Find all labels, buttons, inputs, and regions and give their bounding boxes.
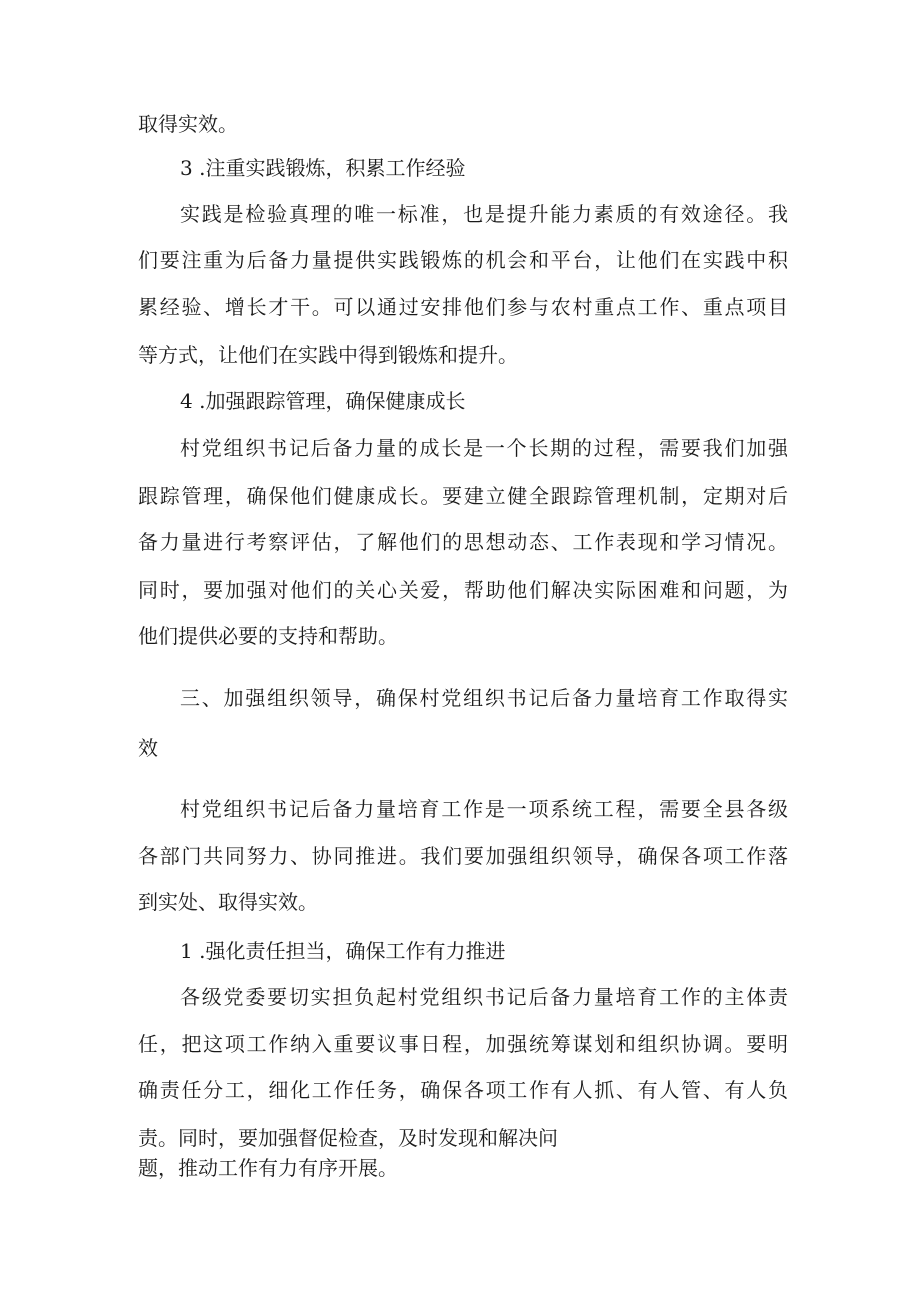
chapter-heading: 三、加强组织领导，确保村党组织书记后备力量培育工作取得实 — [180, 686, 788, 710]
text-line: 实践是检验真理的唯一标准，也是提升能力素质的有效途径。我 — [180, 202, 788, 226]
text-line: 村党组织书记后备力量的成长是一个长期的过程，需要我们加强 — [180, 436, 788, 460]
text-line: 责。同时，要加强督促检查，及时发现和解决问 — [138, 1126, 558, 1150]
text-line: 等方式，让他们在实践中得到锻炼和提升。 — [138, 343, 518, 367]
text-line: 累经验、增长才干。可以通过安排他们参与农村重点工作、重点项目 — [138, 295, 788, 319]
text-line: 跟踪管理，确保他们健康成长。要建立健全跟踪管理机制，定期对后 — [138, 484, 788, 508]
text-line: 同时，要加强对他们的关心关爱，帮助他们解决实际困难和问题，为 — [138, 578, 788, 602]
text-line: 任，把这项工作纳入重要议事日程，加强统筹谋划和组织协调。要明 — [138, 1032, 788, 1056]
text-line: 各部门共同努力、协同推进。我们要加强组织领导，确保各项工作落 — [138, 844, 788, 868]
text-line: 们要注重为后备力量提供实践锻炼的机会和平台，让他们在实践中积 — [138, 248, 788, 272]
text-line: 村党组织书记后备力量培育工作是一项系统工程，需要全县各级 — [180, 797, 788, 821]
text-line: 到实处、取得实效。 — [138, 890, 318, 914]
text-line: 取得实效。 — [138, 112, 238, 136]
text-line: 备力量进行考察评估，了解他们的思想动态、工作表现和学习情况。 — [138, 530, 788, 554]
text-line: 各级党委要切实担负起村党组织书记后备力量培育工作的主体责 — [180, 985, 788, 1009]
text-line: 他们提供必要的支持和帮助。 — [138, 624, 398, 648]
section-heading: 1 .强化责任担当，确保工作有力推进 — [180, 939, 506, 963]
section-heading: 4 .加强跟踪管理，确保健康成长 — [180, 389, 466, 413]
text-line: 确责任分工，细化工作任务，确保各项工作有人抓、有人管、有人负 — [138, 1078, 788, 1102]
section-heading: 3 .注重实践锻炼，积累工作经验 — [180, 156, 466, 180]
text-line: 题，推动工作有力有序开展。 — [138, 1156, 398, 1180]
chapter-heading: 效 — [138, 736, 158, 760]
